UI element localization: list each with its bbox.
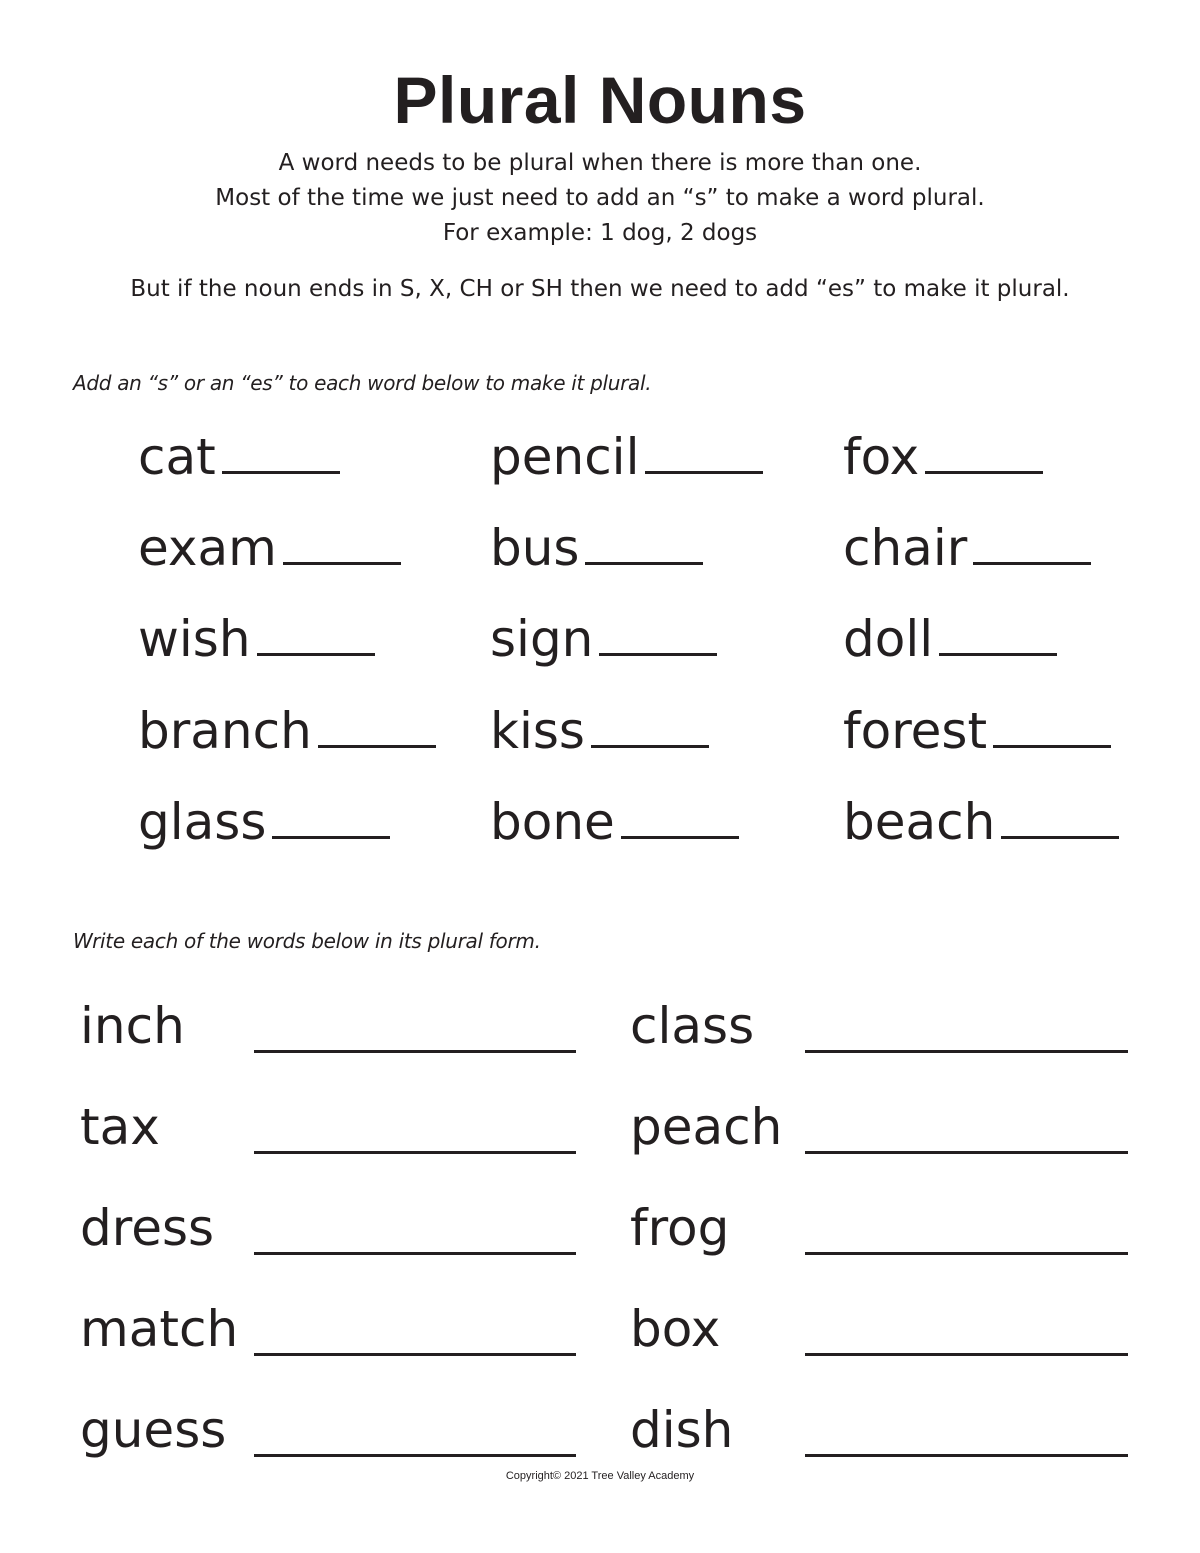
word-label: bus [490,519,580,577]
word-item [490,519,703,577]
word-label: bone [490,793,615,851]
section2-instruction: Write each of the words below in its plural form. [73,929,541,953]
word-item [138,702,436,760]
word-label: doll [843,610,934,668]
word-label: glass [138,793,267,851]
answer-blank[interactable] [993,743,1111,748]
answer-line[interactable] [254,1050,576,1053]
word-label: peach [630,1098,783,1156]
answer-blank[interactable] [585,560,703,565]
word-label: match [80,1300,239,1358]
answer-line[interactable] [254,1454,576,1457]
section1-instruction: Add an “s” or an “es” to each word below to make it plural. [73,371,652,395]
answer-blank[interactable] [591,743,709,748]
word-item [843,610,1057,668]
word-label: box [630,1300,721,1358]
word-label: sign [490,610,594,668]
word-label: fox [843,428,920,486]
answer-line[interactable] [805,1151,1128,1154]
word-item [138,610,375,668]
word-item [138,793,390,851]
word-item [843,702,1111,760]
word-label: tax [80,1098,160,1156]
answer-blank[interactable] [222,469,340,474]
word-label: dress [80,1199,215,1257]
answer-blank[interactable] [645,469,763,474]
word-label: exam [138,519,277,577]
answer-line[interactable] [254,1151,576,1154]
word-label: pencil [490,428,640,486]
word-label: branch [138,702,312,760]
word-item [490,428,763,486]
answer-line[interactable] [805,1252,1128,1255]
answer-line[interactable] [254,1353,576,1356]
word-item [843,428,1043,486]
word-item [843,519,1091,577]
word-label: wish [138,610,251,668]
answer-blank[interactable] [599,651,717,656]
answer-line[interactable] [254,1252,576,1255]
word-label: inch [80,997,185,1055]
answer-blank[interactable] [621,834,739,839]
intro-line-4: But if the noun ends in S, X, CH or SH then we need to add “es” to make it plural. [130,276,1070,302]
answer-blank[interactable] [272,834,390,839]
word-item [138,519,401,577]
answer-blank[interactable] [925,469,1043,474]
word-label: class [630,997,755,1055]
word-label: chair [843,519,968,577]
page-title: Plural Nouns [393,63,807,137]
word-label: dish [630,1401,734,1459]
answer-blank[interactable] [1001,834,1119,839]
answer-line[interactable] [805,1050,1128,1053]
word-item [138,428,340,486]
copyright-notice: Copyright© 2021 Tree Valley Academy [505,1470,695,1482]
intro-line-3: For example: 1 dog, 2 dogs [442,220,758,246]
word-item [490,793,739,851]
answer-blank[interactable] [318,743,436,748]
word-item [490,702,709,760]
intro-line-2: Most of the time we just need to add an “s” to make a word plural. [215,185,985,211]
answer-blank[interactable] [257,651,375,656]
word-label: guess [80,1401,227,1459]
answer-blank[interactable] [939,651,1057,656]
word-item [843,793,1119,851]
answer-blank[interactable] [283,560,401,565]
intro-line-1: A word needs to be plural when there is more than one. [278,150,922,176]
word-label: beach [843,793,996,851]
word-item [490,610,717,668]
answer-line[interactable] [805,1454,1128,1457]
word-label: forest [843,702,988,760]
answer-line[interactable] [805,1353,1128,1356]
answer-blank[interactable] [973,560,1091,565]
word-label: kiss [490,702,585,760]
word-label: frog [630,1199,730,1257]
word-label: cat [138,428,216,486]
